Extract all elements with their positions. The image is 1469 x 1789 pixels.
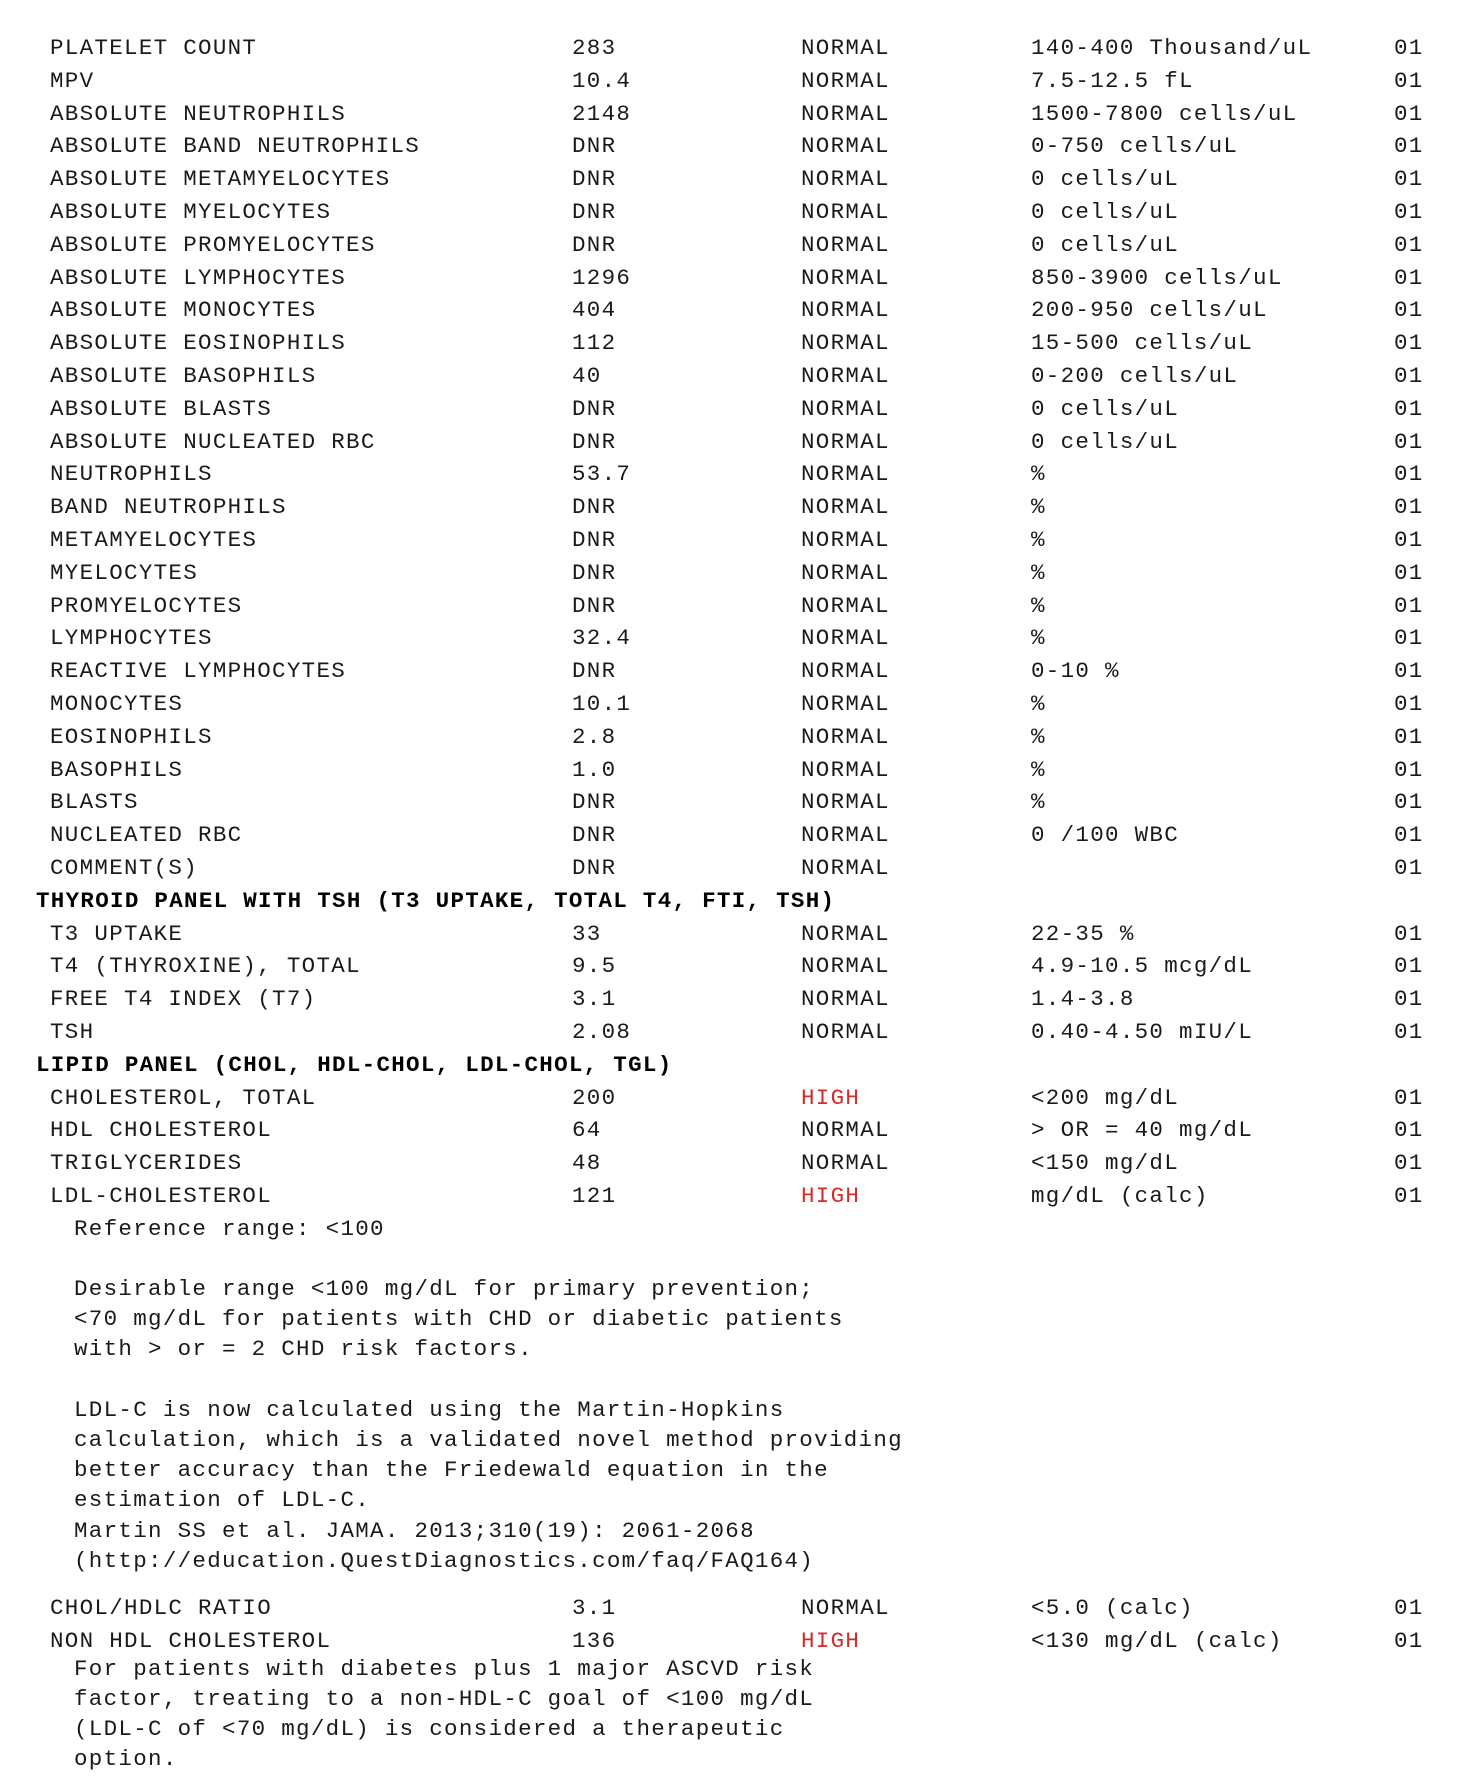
result-row [0, 950, 1469, 983]
reference-range: % [1031, 625, 1046, 652]
result-row [0, 491, 1469, 524]
result-flag: NORMAL [801, 494, 890, 521]
note-line: <70 mg/dL for patients with CHD or diabetic patients [74, 1306, 844, 1333]
result-row [0, 1114, 1469, 1147]
lab-code: 01 [1394, 526, 1424, 553]
test-name: LYMPHOCYTES [50, 625, 213, 652]
lab-code: 01 [1394, 1150, 1424, 1177]
top-margin [0, 0, 1469, 32]
reference-range: 0 cells/uL [1031, 231, 1180, 258]
result-row [0, 655, 1469, 688]
lab-code: 01 [1394, 854, 1424, 881]
reference-range: 0 cells/uL [1031, 428, 1180, 455]
result-flag: NORMAL [801, 1117, 890, 1144]
result-value: 32.4 [572, 625, 632, 652]
lab-code: 01 [1394, 395, 1424, 422]
result-row [0, 65, 1469, 98]
result-row [0, 754, 1469, 787]
result-flag: NORMAL [801, 592, 890, 619]
result-flag: NORMAL [801, 986, 890, 1013]
lab-code: 01 [1394, 1627, 1424, 1654]
test-name: PLATELET COUNT [50, 35, 258, 61]
result-value: 3.1 [572, 986, 617, 1013]
test-name: CHOL/HDLC RATIO [50, 1594, 273, 1621]
result-row [0, 590, 1469, 623]
reference-range: % [1031, 592, 1046, 619]
reference-range: 1.4-3.8 [1031, 986, 1135, 1013]
result-value: 48 [572, 1150, 602, 1177]
note-line: calculation, which is a validated novel method providing [74, 1427, 903, 1453]
test-name: METAMYELOCYTES [50, 526, 258, 553]
result-row [0, 786, 1469, 819]
lab-code: 01 [1394, 1182, 1424, 1209]
test-name: ABSOLUTE BAND NEUTROPHILS [50, 133, 421, 160]
lab-code: 01 [1394, 264, 1424, 291]
result-flag: NORMAL [801, 35, 890, 61]
lab-code: 01 [1394, 67, 1424, 94]
result-value: DNR [572, 658, 617, 685]
result-value: 9.5 [572, 953, 617, 980]
lab-code: 01 [1394, 362, 1424, 389]
lab-code: 01 [1394, 592, 1424, 619]
reference-range: <200 mg/dL [1031, 1084, 1180, 1111]
reference-range: 7.5-12.5 fL [1031, 67, 1194, 94]
test-name: ABSOLUTE MONOCYTES [50, 297, 317, 324]
result-value: 10.4 [572, 67, 632, 94]
reference-range: 4.9-10.5 mcg/dL [1031, 953, 1254, 980]
result-flag: NORMAL [801, 264, 890, 291]
result-value: DNR [572, 822, 617, 849]
lab-code: 01 [1394, 428, 1424, 455]
test-name: BASOPHILS [50, 756, 184, 783]
result-flag: NORMAL [801, 953, 890, 980]
lab-code: 01 [1394, 198, 1424, 225]
lab-code: 01 [1394, 625, 1424, 652]
result-row [0, 130, 1469, 163]
non-hdl-comment [0, 1654, 1469, 1775]
ldl-comment [0, 1213, 1469, 1576]
lab-code: 01 [1394, 1084, 1424, 1111]
note-line: For patients with diabetes plus 1 major ASCVD risk [74, 1655, 815, 1682]
result-flag: NORMAL [801, 822, 890, 849]
lab-code: 01 [1394, 723, 1424, 750]
note-line: Reference range: <100 [74, 1215, 385, 1242]
result-value: DNR [572, 198, 617, 225]
lab-code: 01 [1394, 133, 1424, 160]
result-flag: HIGH [801, 1084, 861, 1111]
lab-code: 01 [1394, 822, 1424, 849]
lab-code: 01 [1394, 100, 1424, 127]
result-value: DNR [572, 494, 617, 521]
test-name: PROMYELOCYTES [50, 592, 243, 619]
result-flag: NORMAL [801, 625, 890, 652]
result-value: 53.7 [572, 461, 632, 488]
result-flag: NORMAL [801, 1150, 890, 1177]
result-value: 200 [572, 1084, 617, 1111]
lipid-panel-results-2 [0, 1592, 1469, 1658]
note-line: LDL-C is now calculated using the Martin-Hopkins [74, 1396, 785, 1423]
lab-code: 01 [1394, 756, 1424, 783]
result-value: DNR [572, 428, 617, 455]
note-spacer [0, 1576, 1469, 1592]
result-row [0, 721, 1469, 754]
result-flag: NORMAL [801, 1594, 890, 1621]
result-value: DNR [572, 133, 617, 160]
reference-range: 850-3900 cells/uL [1031, 264, 1283, 291]
lab-code: 01 [1394, 297, 1424, 324]
test-name: BLASTS [50, 789, 139, 816]
note-line: estimation of LDL-C. [74, 1487, 371, 1514]
test-name: ABSOLUTE BASOPHILS [50, 362, 317, 389]
result-row [0, 557, 1469, 590]
result-flag: NORMAL [801, 559, 890, 586]
result-value: 2148 [572, 100, 632, 127]
reference-range: 200-950 cells/uL [1031, 297, 1268, 324]
result-row [0, 426, 1469, 459]
result-value: 121 [572, 1182, 617, 1209]
reference-range: 0 /100 WBC [1031, 822, 1180, 849]
lab-code: 01 [1394, 231, 1424, 258]
lab-code: 01 [1394, 658, 1424, 685]
result-flag: NORMAL [801, 395, 890, 422]
result-value: 1296 [572, 264, 632, 291]
reference-range: 22-35 % [1031, 920, 1135, 947]
test-name: EOSINOPHILS [50, 723, 213, 750]
test-name: NEUTROPHILS [50, 461, 213, 488]
note-blank-line [74, 1365, 1469, 1395]
result-row [0, 1592, 1469, 1625]
test-name: T4 (THYROXINE), TOTAL [50, 953, 361, 980]
note-line: (LDL-C of <70 mg/dL) is considered a therapeutic [74, 1715, 785, 1742]
result-value: DNR [572, 854, 617, 881]
result-value: 40 [572, 362, 602, 389]
reference-range: % [1031, 526, 1046, 553]
result-flag: NORMAL [801, 231, 890, 258]
reference-range: <5.0 (calc) [1031, 1594, 1194, 1621]
test-name: FREE T4 INDEX (T7) [50, 986, 317, 1013]
result-flag: NORMAL [801, 166, 890, 193]
lab-code: 01 [1394, 920, 1424, 947]
test-name: BAND NEUTROPHILS [50, 494, 287, 521]
note-line: Martin SS et al. JAMA. 2013;310(19): 2061-2068 [74, 1517, 755, 1544]
result-value: 404 [572, 297, 617, 324]
reference-range: <130 mg/dL (calc) [1031, 1627, 1283, 1654]
lab-code: 01 [1394, 35, 1424, 61]
reference-range: <150 mg/dL [1031, 1150, 1180, 1177]
reference-range: 0-10 % [1031, 658, 1120, 685]
result-value: 136 [572, 1627, 617, 1654]
result-row [0, 524, 1469, 557]
result-row [0, 458, 1469, 491]
reference-range: % [1031, 756, 1046, 783]
test-name: TRIGLYCERIDES [50, 1150, 243, 1177]
reference-range: % [1031, 494, 1046, 521]
lab-code: 01 [1394, 330, 1424, 357]
reference-range: % [1031, 690, 1046, 717]
result-value: 2.8 [572, 723, 617, 750]
result-row [0, 163, 1469, 196]
result-row [0, 393, 1469, 426]
test-name: ABSOLUTE LYMPHOCYTES [50, 264, 347, 291]
result-row [0, 294, 1469, 327]
test-name: CHOLESTEROL, TOTAL [50, 1084, 317, 1111]
test-name: MYELOCYTES [50, 559, 199, 586]
result-value: DNR [572, 559, 617, 586]
lab-code: 01 [1394, 559, 1424, 586]
lab-code: 01 [1394, 789, 1424, 816]
test-name: REACTIVE LYMPHOCYTES [50, 658, 347, 685]
test-name: LDL-CHOLESTEROL [50, 1182, 273, 1209]
result-flag: NORMAL [801, 756, 890, 783]
result-row [0, 852, 1469, 885]
note-line: Desirable range <100 mg/dL for primary prevention; [74, 1276, 815, 1303]
result-flag: NORMAL [801, 133, 890, 160]
test-name: ABSOLUTE BLASTS [50, 395, 273, 422]
result-flag: NORMAL [801, 330, 890, 357]
result-value: 1.0 [572, 756, 617, 783]
result-flag: HIGH [801, 1627, 861, 1654]
test-name: TSH [50, 1018, 95, 1045]
reference-range: > OR = 40 mg/dL [1031, 1117, 1254, 1144]
note-line: option. [74, 1746, 178, 1773]
result-flag: NORMAL [801, 362, 890, 389]
result-flag: NORMAL [801, 428, 890, 455]
lipid-panel-results [0, 1082, 1469, 1213]
reference-range: 0 cells/uL [1031, 198, 1180, 225]
result-flag: NORMAL [801, 690, 890, 717]
result-value: DNR [572, 231, 617, 258]
lab-code: 01 [1394, 494, 1424, 521]
result-flag: NORMAL [801, 526, 890, 553]
note-line: (http://education.QuestDiagnostics.com/faq/FAQ164) [74, 1547, 815, 1574]
result-row [0, 98, 1469, 131]
lab-code: 01 [1394, 166, 1424, 193]
note-line: factor, treating to a non-HDL-C goal of <100 mg/dL [74, 1685, 815, 1712]
result-value: 2.08 [572, 1018, 632, 1045]
test-name: ABSOLUTE MYELOCYTES [50, 198, 332, 225]
test-name: ABSOLUTE NEUTROPHILS [50, 100, 347, 127]
lab-code: 01 [1394, 1117, 1424, 1144]
result-flag: NORMAL [801, 297, 890, 324]
result-value: 10.1 [572, 690, 632, 717]
result-row [0, 32, 1469, 65]
result-flag: NORMAL [801, 1018, 890, 1045]
test-name: HDL CHOLESTEROL [50, 1117, 273, 1144]
note-line: with > or = 2 CHD risk factors. [74, 1336, 533, 1363]
result-flag: NORMAL [801, 198, 890, 225]
reference-range: 0-200 cells/uL [1031, 362, 1239, 389]
result-row [0, 1180, 1469, 1213]
result-row [0, 1147, 1469, 1180]
result-value: DNR [572, 789, 617, 816]
result-flag: NORMAL [801, 854, 890, 881]
test-name: MPV [50, 67, 95, 94]
cbc-results [0, 32, 1469, 885]
result-value: DNR [572, 166, 617, 193]
result-row [0, 262, 1469, 295]
reference-range: 0 cells/uL [1031, 166, 1180, 193]
thyroid-panel-heading: THYROID PANEL WITH TSH (T3 UPTAKE, TOTAL T4, FTI, TSH) [36, 887, 836, 914]
result-row [0, 360, 1469, 393]
result-value: DNR [572, 395, 617, 422]
result-row [0, 622, 1469, 655]
note-line: better accuracy than the Friedewald equation in the [74, 1457, 829, 1484]
reference-range: % [1031, 461, 1046, 488]
test-name: ABSOLUTE EOSINOPHILS [50, 330, 347, 357]
reference-range: 0-750 cells/uL [1031, 133, 1239, 160]
result-flag: NORMAL [801, 789, 890, 816]
reference-range: mg/dL (calc) [1031, 1182, 1209, 1209]
test-name: NON HDL CHOLESTEROL [50, 1627, 332, 1654]
reference-range: 0 cells/uL [1031, 395, 1180, 422]
result-row [0, 1082, 1469, 1115]
reference-range: % [1031, 789, 1046, 816]
lab-code: 01 [1394, 953, 1424, 980]
result-row [0, 196, 1469, 229]
reference-range: 15-500 cells/uL [1031, 330, 1254, 357]
lab-code: 01 [1394, 1594, 1424, 1621]
result-row [0, 983, 1469, 1016]
result-value: 33 [572, 920, 602, 947]
reference-range: 1500-7800 cells/uL [1031, 100, 1298, 127]
lipid-panel-heading: LIPID PANEL (CHOL, HDL-CHOL, LDL-CHOL, TGL) [36, 1051, 673, 1078]
test-name: MONOCYTES [50, 690, 184, 717]
result-row [0, 688, 1469, 721]
result-row [0, 229, 1469, 262]
test-name: COMMENT(S) [50, 854, 199, 881]
lab-code: 01 [1394, 1018, 1424, 1045]
result-value: 64 [572, 1117, 602, 1144]
reference-range: 140-400 Thousand/uL [1031, 35, 1313, 61]
result-flag: NORMAL [801, 100, 890, 127]
reference-range: 0.40-4.50 mIU/L [1031, 1018, 1254, 1045]
lab-code: 01 [1394, 986, 1424, 1013]
reference-range: % [1031, 559, 1046, 586]
reference-range: % [1031, 723, 1046, 750]
result-row [0, 918, 1469, 951]
result-row [0, 327, 1469, 360]
result-value: DNR [572, 526, 617, 553]
result-flag: NORMAL [801, 920, 890, 947]
test-name: ABSOLUTE NUCLEATED RBC [50, 428, 376, 455]
test-name: ABSOLUTE METAMYELOCYTES [50, 166, 391, 193]
result-value: 3.1 [572, 1594, 617, 1621]
test-name: T3 UPTAKE [50, 920, 184, 947]
result-value: 112 [572, 330, 617, 357]
result-flag: HIGH [801, 1182, 861, 1209]
result-value: DNR [572, 592, 617, 619]
test-name: NUCLEATED RBC [50, 822, 243, 849]
lab-code: 01 [1394, 461, 1424, 488]
result-row [0, 819, 1469, 852]
note-blank-line [74, 1244, 1469, 1274]
result-flag: NORMAL [801, 658, 890, 685]
lab-code: 01 [1394, 690, 1424, 717]
result-row [0, 1016, 1469, 1049]
result-flag: NORMAL [801, 67, 890, 94]
result-flag: NORMAL [801, 723, 890, 750]
test-name: ABSOLUTE PROMYELOCYTES [50, 231, 376, 258]
result-row [0, 1625, 1469, 1658]
thyroid-panel-results [0, 918, 1469, 1049]
result-flag: NORMAL [801, 461, 890, 488]
result-value: 283 [572, 35, 617, 61]
